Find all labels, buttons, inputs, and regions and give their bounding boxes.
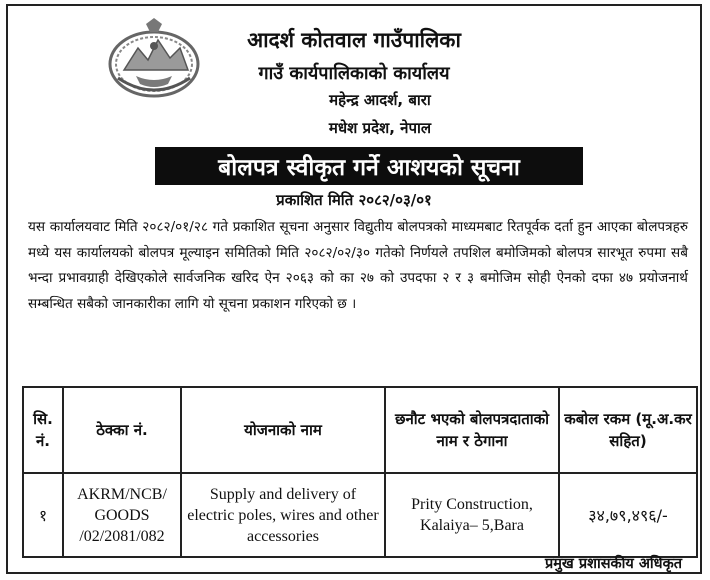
office-location: महेन्द्र आदर्श, बारा xyxy=(329,91,431,109)
header-amount: कबोल रकम (मू.अ.कर सहित) xyxy=(559,387,697,473)
office-province: मधेश प्रदेश, नेपाल xyxy=(328,119,432,137)
header-bidder: छनौट भएको बोलपत्रदाताको नाम र ठेगाना xyxy=(385,387,559,473)
header-contract-no: ठेक्का नं. xyxy=(63,387,181,473)
cell-contract-no: AKRM/NCB/ GOODS /02/2081/082 xyxy=(63,473,181,557)
signer-title: प्रमुख प्रशासकीय अधिकृत xyxy=(545,556,682,572)
header-project: योजनाको नाम xyxy=(181,387,385,473)
cell-sn: १ xyxy=(23,473,63,557)
office-subtitle: गाउँ कार्यपालिकाको कार्यालय xyxy=(258,63,450,84)
table-header-row xyxy=(23,387,697,473)
notice-frame xyxy=(6,4,702,574)
cell-bidder: Prity Construction, Kalaiya– 5,Bara xyxy=(385,473,559,557)
table-row xyxy=(23,473,697,557)
header-sn: सि. नं. xyxy=(23,387,63,473)
award-table xyxy=(22,386,698,558)
office-name: आदर्श कोतवाल गाउँपालिका xyxy=(247,28,461,52)
notice-title: बोलपत्र स्वीकृत गर्ने आशयको सूचना xyxy=(155,147,583,185)
notice-body: यस कार्यालयवाट मिति २०८२/०१/२८ गते प्रकाशित सूचना अनुसार विद्युतीय बोलपत्रको माध्यमबाट रितपूर्वक दर्ता हुन आएका बोलपत्रहरु मध्ये यस कार्यालयको बोलपत्र मूल्याइन समितिको मिति २०८२/०२/३० गतेको निर्णयले तपशिल बमोजिमको बोलपत्र सारभूत रुपमा सबै भन्दा प्रभावग्राही देखिएकोले सार्वजनिक खरिद ऐन २०६३ को का २७ को उपदफा २ र ३ बमोजिम सोही ऐनको दफा ४७ प्रयोजनार्थ सम्बन्धित सबैको जानकारीका लागि यो सूचना प्रकाशन गरिएको छ । xyxy=(28,219,688,312)
cell-amount: ३४,७९,४९६/- xyxy=(559,473,697,557)
cell-project: Supply and delivery of electric poles, wires and other accessories xyxy=(181,473,385,557)
published-date: प्रकाशित मिति २०८२/०३/०१ xyxy=(276,191,432,209)
